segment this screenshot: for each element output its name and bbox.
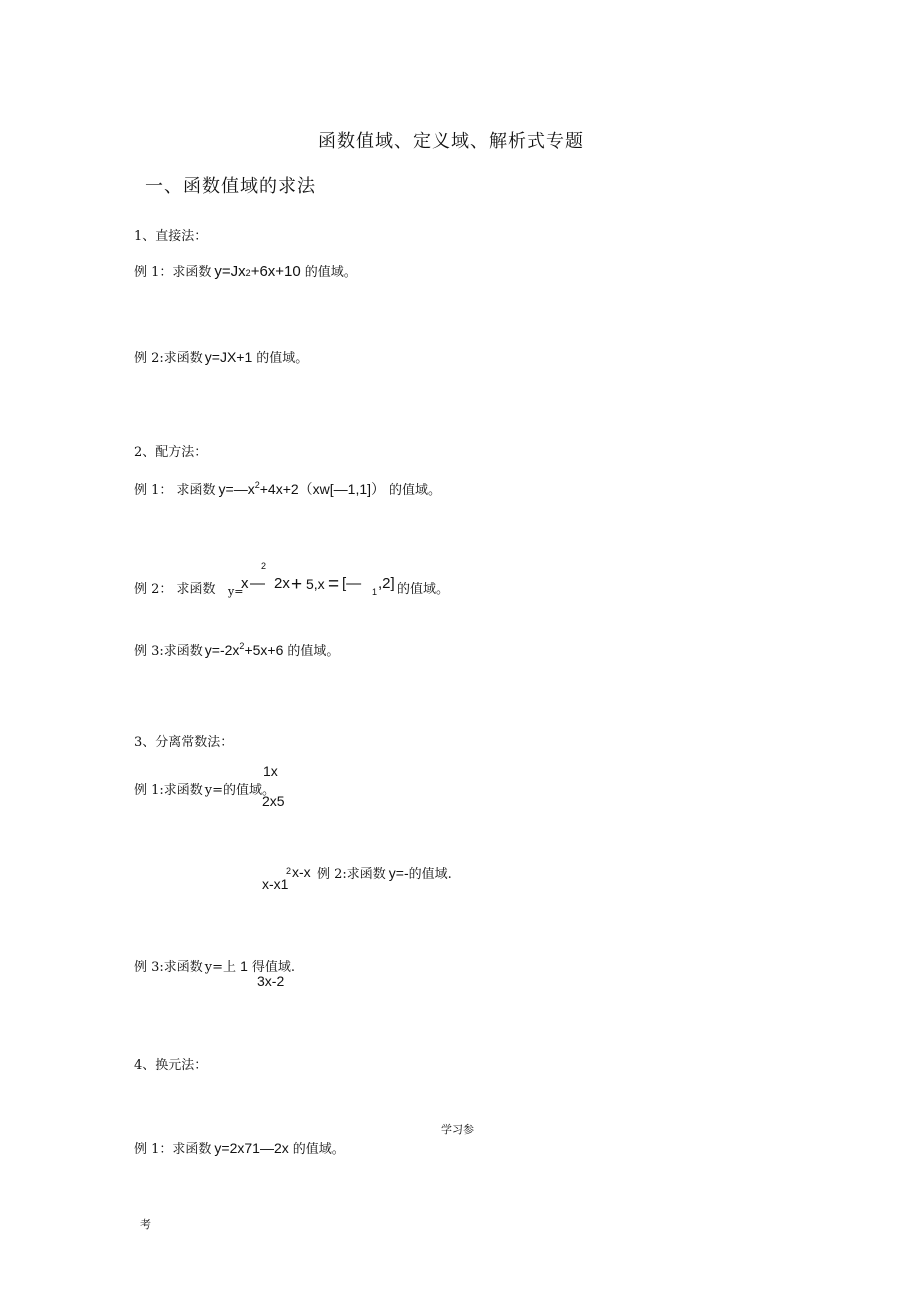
fraction-denominator: x-x1 bbox=[262, 876, 289, 892]
method-2-example-1 bbox=[134, 481, 441, 497]
formula-end: ,2] bbox=[378, 575, 395, 592]
example-prefix: 例 1： 求函数 bbox=[134, 483, 216, 498]
example-suffix: 的值域。 bbox=[304, 265, 357, 280]
formula-y: y= bbox=[204, 783, 224, 798]
example-suffix: 的值域。 bbox=[223, 783, 276, 798]
method-2-heading: 2、配方法： bbox=[134, 445, 208, 460]
example-suffix: 的值域. bbox=[408, 867, 452, 882]
method-1-example-2 bbox=[134, 349, 308, 365]
formula-subscript: 2 bbox=[245, 268, 251, 278]
method-2-example-2-prefix: 例 2： 求函数 bbox=[134, 582, 216, 597]
method-2-example-2-suffix: 的值域。 bbox=[397, 582, 450, 597]
formula-superscript: 2 bbox=[261, 561, 267, 571]
page-title: 函数值域、定义域、解析式专题 bbox=[318, 131, 584, 152]
formula-2x: 2x bbox=[274, 575, 290, 592]
example-prefix: 例 1：求函数 bbox=[134, 265, 212, 280]
formula-equals: = bbox=[328, 574, 340, 595]
formula-plus: + bbox=[291, 574, 303, 595]
formula-superscript: 2 bbox=[239, 641, 245, 651]
formula-part: +4x+2（xw[—1,1]） bbox=[259, 481, 386, 497]
formula-x: x bbox=[241, 575, 249, 592]
method-4-heading: 4、换元法： bbox=[134, 1058, 208, 1073]
example-suffix: 的值域。 bbox=[389, 483, 442, 498]
fraction-numerator: 1x bbox=[263, 763, 278, 779]
fraction-denominator: 2x5 bbox=[262, 793, 285, 809]
method-2-example-3 bbox=[134, 642, 339, 658]
example-prefix: 例 1:求函数 bbox=[134, 783, 203, 798]
example-suffix: 的值域。 bbox=[287, 644, 340, 659]
formula: y=JX+1 bbox=[204, 349, 253, 365]
formula-y: y=- bbox=[388, 865, 409, 881]
formula-5x: 5,x bbox=[306, 576, 325, 592]
footer-text-a: 学习参 bbox=[441, 1123, 474, 1136]
method-3-example-1 bbox=[134, 781, 275, 797]
formula-numerator-b: 1 bbox=[240, 958, 248, 974]
formula-part: +5x+6 bbox=[244, 642, 284, 658]
example-prefix: 例 1：求函数 bbox=[134, 1142, 212, 1157]
formula-part: y=Jx bbox=[214, 263, 246, 280]
section-heading: 一、函数值域的求法 bbox=[145, 176, 316, 197]
formula-dash: — bbox=[250, 575, 263, 592]
formula-part: y=-2x bbox=[204, 642, 240, 658]
formula-part: y=—x bbox=[218, 481, 255, 497]
formula-y: y= bbox=[228, 585, 244, 598]
method-1-heading: 1、直接法： bbox=[134, 229, 208, 244]
method-3-heading: 3、分离常数法： bbox=[134, 735, 234, 750]
example-prefix: 例 3:求函数 bbox=[134, 960, 203, 975]
footer-text-b: 考 bbox=[140, 1218, 151, 1231]
method-3-example-2 bbox=[317, 865, 452, 881]
example-prefix: 例 2:求函数 bbox=[134, 351, 203, 366]
method-4-example-1 bbox=[134, 1140, 345, 1156]
fraction-denominator: 3x-2 bbox=[257, 973, 285, 989]
fraction-numerator: x-x bbox=[292, 864, 311, 880]
method-3-example-3 bbox=[134, 958, 295, 974]
formula-numerator-a: 上 bbox=[223, 960, 237, 975]
formula-superscript: 2 bbox=[254, 480, 260, 490]
formula-subscript: 1 bbox=[372, 587, 378, 597]
formula-part: +6x+10 bbox=[250, 263, 301, 280]
formula-y: y= bbox=[204, 960, 224, 975]
example-prefix: 例 2:求函数 bbox=[317, 867, 386, 882]
example-suffix: 得值域. bbox=[251, 960, 295, 975]
example-prefix: 例 3:求函数 bbox=[134, 644, 203, 659]
example-suffix: 的值域。 bbox=[292, 1142, 345, 1157]
example-suffix: 的值域。 bbox=[256, 351, 309, 366]
formula: y=2x71—2x bbox=[214, 1140, 289, 1156]
formula-superscript: 2 bbox=[286, 866, 292, 876]
formula-bracket: [— bbox=[342, 575, 362, 592]
method-1-example-1 bbox=[134, 263, 357, 279]
